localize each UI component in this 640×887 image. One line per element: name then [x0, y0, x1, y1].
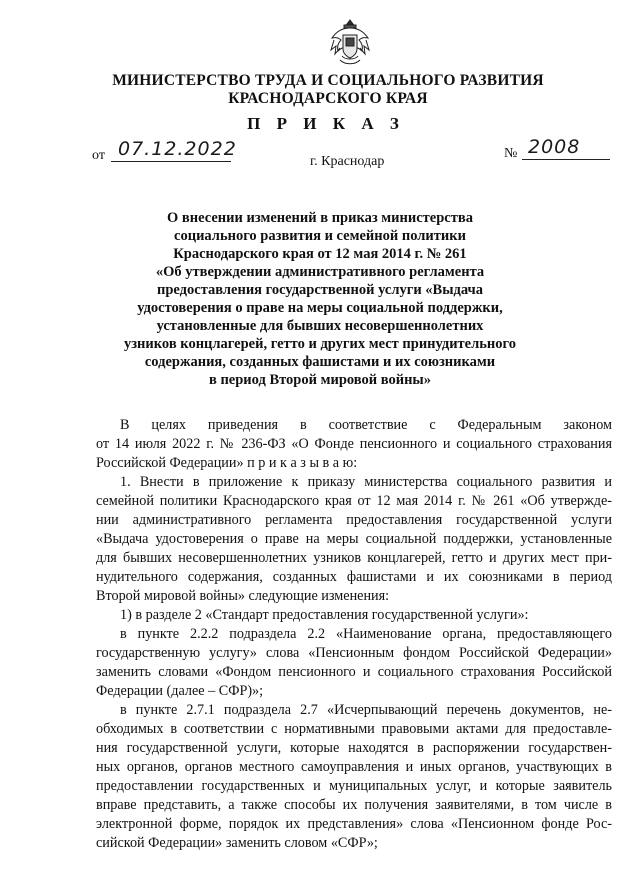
number-label: №	[504, 146, 518, 161]
body-line: ных органов, органов местного самоуправления и иных органов, участвующих в	[96, 759, 612, 775]
body-line: в пункте 2.7.1 подраздела 2.7 «Исчерпывающий перечень документов, не-	[120, 702, 612, 718]
city-label: г. Краснодар	[310, 154, 385, 169]
body-line: государственную услугу» слова «Пенсионным фондом Российской Федерации»	[96, 645, 612, 661]
body-line: вправе представить, а также способы их получения заявителями, в том числе в	[96, 797, 612, 813]
title-line: предоставления государственной услуги «Выдача	[157, 282, 483, 298]
body-line: 1) в разделе 2 «Стандарт предоставления государственной услуги»:	[120, 607, 529, 623]
body-line: для бывших несовершеннолетних узников концлагерей, гетто и других мест при-	[96, 550, 612, 566]
title-line: социального развития и семейной политики	[174, 228, 466, 244]
body-line: Российской Федерации» п р и к а з ы в а ю:	[96, 455, 358, 471]
date-underline	[111, 161, 231, 162]
body-line: предоставлении государственных и муниципальных услуг, и которые заявитель	[96, 778, 612, 794]
title-line: содержания, созданных фашистами и их союзниками	[144, 354, 496, 370]
body-line: В целях приведения в соответствие с Федеральным законом	[120, 417, 612, 433]
number-underline	[522, 159, 610, 160]
document-type-heading: П Р И К А З	[247, 114, 405, 133]
date-label: от	[92, 148, 105, 163]
coat-of-arms-icon	[328, 18, 372, 66]
body-line: от 14 июля 2022 г. № 236-ФЗ «О Фонде пенсионного и социального страхования	[96, 436, 612, 452]
title-line: О внесении изменений в приказ министерства	[167, 210, 473, 226]
body-line: ния государственной услуги, которые находятся в распоряжении государствен-	[96, 740, 612, 756]
title-line: удостоверения о праве на меры социальной поддержки,	[137, 300, 503, 316]
date-handwritten: 07.12.2022	[118, 138, 237, 160]
body-line: Федерации (далее – СФР)»;	[96, 683, 264, 699]
title-line: установленные для бывших несовершеннолетних	[156, 318, 484, 334]
ministry-name-line1: МИНИСТЕРСТВО ТРУДА И СОЦИАЛЬНОГО РАЗВИТИЯ	[112, 72, 544, 89]
body-line: сийской Федерации» заменить словом «СФР»;	[96, 835, 378, 851]
body-line: нии административного регламента предоставления государственной услуги	[96, 512, 612, 528]
body-line: в пункте 2.2.2 подраздела 2.2 «Наименование органа, предоставляющего	[120, 626, 612, 642]
body-line: электронной форме, порядок их представления» слова «Пенсионном фонде Рос-	[96, 816, 612, 832]
body-line: заменить словами «Фондом пенсионного и социального страхования Российской	[96, 664, 612, 680]
body-line: Второй мировой войны» следующие изменения:	[96, 588, 390, 604]
number-handwritten: 2008	[528, 136, 581, 158]
title-line: узников концлагерей, гетто и других мест принудительного	[123, 336, 516, 352]
body-line: обходимых в соответствии с нормативными правовыми актами для предоставле-	[96, 721, 612, 737]
body-line: 1. Внести в приложение к приказу министерства социального развития и	[120, 474, 612, 490]
ministry-name-line2: КРАСНОДАРСКОГО КРАЯ	[228, 90, 428, 107]
body-line: семейной политики Краснодарского края от 12 мая 2014 г. № 261 «Об утвержде-	[96, 493, 612, 509]
title-line: «Об утверждении административного регламента	[155, 264, 485, 280]
body-line: «Выдача удостоверения о праве на меры социальной поддержки, установленные	[96, 531, 612, 547]
title-line: в период Второй мировой войны»	[208, 372, 431, 388]
body-line: нудительного содержания, созданных фашистами и их союзниками в период	[96, 569, 612, 585]
title-line: Краснодарского края от 12 мая 2014 г. № 261	[173, 246, 467, 262]
